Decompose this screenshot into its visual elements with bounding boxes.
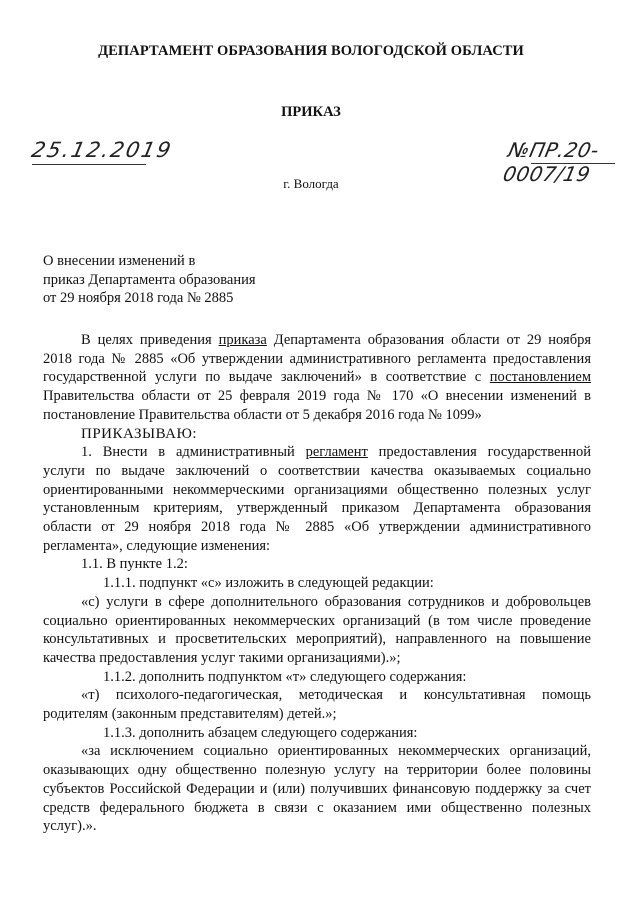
resolution-link[interactable]: постановлением <box>489 369 591 386</box>
subject-line: приказ Департамента образования <box>43 271 256 288</box>
quote-paragraph: «за исключением социально ориентированных некоммерческих организаций, оказывающих одну общественно полезную услугу на территории более половины субъектов Российской Федерации и (или) получивших финансовую поддержку за счет средств федерального бюджета в связи с оказанием ими общественно полезных услуг).». <box>43 743 591 835</box>
document-title: ПРИКАЗ <box>281 104 341 120</box>
preamble-paragraph: В целях приведения приказа Департамента образования области от 29 ноября 2018 года № 2885 «Об утверждении административного регламента предоставления государственной услуги по выдаче заключений» в соответствие с постановлением Правительства области от 25 февраля 2019 года № 170 «О внесении изменений в постановление Правительства области от 5 декабря 2016 года № 1099» <box>43 332 591 423</box>
regulation-link[interactable]: регламент <box>305 444 368 461</box>
quote-subitem-t: «т) психолого-педагогическая, методическая и консультативная помощь родителям (законным представителям) детей.»; <box>43 687 591 723</box>
item-1-1-2: 1.1.2. дополнить подпунктом «т» следующего содержания: <box>103 668 467 685</box>
date-underline <box>32 164 146 165</box>
item-1: 1. Внести в административный регламент предоставления государственной услуги по выдаче заключений о соответствии качества оказываемых социально ориентированными некоммерческими организациями общественно полезных услуг установленным критериям, утвержденный приказом Департамента образования области от 29 ноября 2018 года № 2885 «Об утверждении административного регламента», следующие изменения: <box>43 444 591 554</box>
subject-line: О внесении изменений в <box>43 253 196 269</box>
handwritten-number: №ПР.20-0007/19 <box>500 138 602 186</box>
order-subject <box>43 252 256 308</box>
number-underline <box>531 163 615 164</box>
handwritten-date: 25.12.2019 <box>29 138 175 162</box>
city: г. Вологда <box>283 176 339 191</box>
item-1-1: 1.1. В пункте 1.2: <box>81 556 188 573</box>
item-1-1-1: 1.1.1. подпункт «с» изложить в следующей редакции: <box>103 575 434 592</box>
order-word: ПРИКАЗЫВАЮ: <box>81 425 198 442</box>
subject-line: от 29 ноября 2018 года № 2885 <box>43 290 234 306</box>
order-link[interactable]: приказа <box>218 332 267 348</box>
quote-subitem-c: «с) услуги в сфере дополнительного образования сотрудников и добровольцев социально ориентированных некоммерческих организаций (в том числе проведение консультативных и просветительских мероприятий), направленного на повышение качества предоставления услуг такими организациями).»; <box>43 593 591 666</box>
department-header: ДЕПАРТАМЕНТ ОБРАЗОВАНИЯ ВОЛОГОДСКОЙ ОБЛАСТИ <box>98 43 524 59</box>
order-body <box>43 331 591 836</box>
item-1-1-3: 1.1.3. дополнить абзацем следующего содержания: <box>103 724 418 741</box>
